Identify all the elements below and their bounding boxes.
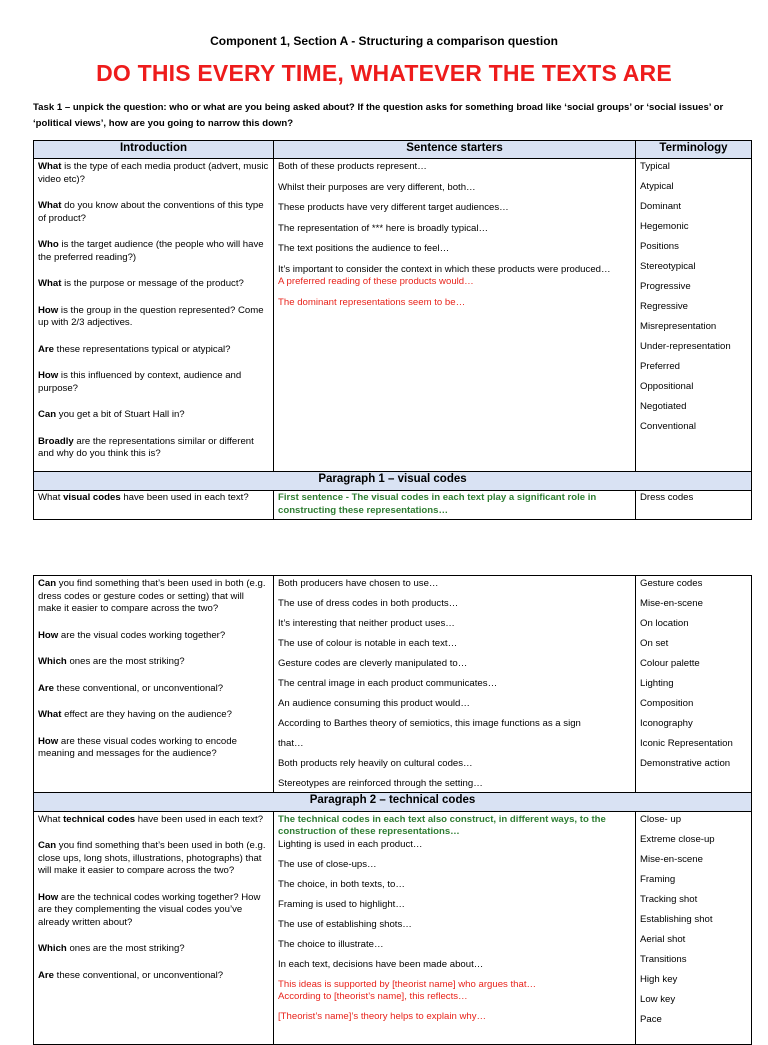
list-item: Demonstrative action — [640, 758, 731, 769]
list-item: The dominant representations seem to be… — [278, 296, 466, 308]
introduction-row — [34, 159, 752, 472]
list-item: Lighting — [640, 678, 674, 689]
list-item: Pace — [640, 1013, 662, 1025]
visual-codes-starters — [274, 576, 636, 793]
paragraph-1-term: Dress codes — [636, 491, 752, 520]
list-item: High key — [640, 973, 678, 985]
list-item: Can you find something that’s been used in both (e.g. close ups, long shots, illustrations, photographs) that will make it easier to compare across the two? — [38, 840, 266, 876]
list-item: Colour palette — [640, 658, 700, 669]
list-item: Framing is used to highlight… — [278, 898, 405, 910]
list-item: Hegemonic — [640, 221, 689, 232]
list-item: Misrepresentation — [640, 321, 717, 332]
column-header-sentence-starters: Sentence starters — [274, 141, 636, 159]
list-item: Establishing shot — [640, 913, 713, 925]
list-item: What effect are they having on the audience? — [38, 709, 232, 720]
list-item: Close- up — [640, 813, 682, 825]
paragraph-2-title: Paragraph 2 – technical codes — [34, 792, 752, 811]
list-item: Broadly are the representations similar or different and why do you think this is? — [38, 435, 254, 459]
list-item: How is this influenced by context, audience and purpose? — [38, 370, 242, 394]
list-item: According to [theorist’s name], this reflects… — [278, 991, 468, 1002]
list-item: Whilst their purposes are very different, both… — [278, 181, 476, 193]
list-item: These products have very different target audiences… — [278, 202, 509, 213]
list-item: Tracking shot — [640, 893, 698, 905]
list-item: Which ones are the most striking? — [38, 656, 185, 667]
technical-codes-row — [34, 811, 752, 1044]
list-item: Positions — [640, 241, 679, 252]
table-header-row — [34, 141, 752, 159]
list-item: The use of dress codes in both products… — [278, 598, 459, 609]
technical-codes-questions — [34, 811, 274, 1044]
list-item: Atypical — [640, 181, 674, 192]
list-item: Are these conventional, or unconventional? — [38, 969, 224, 981]
list-item: How is the group in the question represented? Come up with 2/3 adjectives. — [38, 304, 264, 328]
list-item: Both producers have chosen to use… — [278, 578, 439, 589]
list-item: Iconography — [640, 718, 693, 729]
list-item: Can you find something that’s been used in both (e.g. dress codes or gesture codes or setting) that will make it easier to compare across the two? — [38, 578, 266, 614]
list-item: Who is the target audience (the people who will have the preferred reading?) — [38, 239, 264, 263]
list-item: Framing — [640, 873, 676, 885]
list-item: Negotiated — [640, 401, 687, 412]
list-item: Progressive — [640, 281, 691, 292]
sentence-starters — [274, 159, 636, 472]
list-item: Extreme close-up — [640, 833, 715, 845]
terminology-list — [636, 159, 752, 472]
technical-codes-starters — [274, 811, 636, 1044]
list-item: Are these representations typical or atypical? — [38, 343, 231, 355]
list-item: Conventional — [640, 421, 697, 432]
introduction-questions — [34, 159, 274, 472]
list-item: A preferred reading of these products would… — [278, 276, 474, 287]
paragraph-1-question: What visual codes have been used in each text? — [34, 491, 274, 520]
technical-codes-terminology — [636, 811, 752, 1044]
list-item: Can you get a bit of Stuart Hall in? — [38, 409, 185, 420]
list-item: Dominant — [640, 201, 682, 212]
list-item: Aerial shot — [640, 933, 686, 945]
list-item: that… — [278, 738, 304, 749]
list-item: Typical — [640, 161, 670, 172]
list-item: Oppositional — [640, 381, 694, 392]
paragraph-1-row — [34, 491, 752, 520]
list-item: An audience consuming this product would… — [278, 698, 470, 709]
structure-table-part1 — [33, 140, 752, 520]
list-item: Both of these products represent… — [278, 161, 427, 172]
list-item: It’s important to consider the context in which these products were produced… — [278, 263, 611, 275]
list-item: Both products rely heavily on cultural codes… — [278, 758, 473, 769]
list-item: Under-representation — [640, 341, 731, 352]
list-item: Mise-en-scene — [640, 853, 703, 865]
list-item: What technical codes have been used in each text? — [38, 813, 264, 825]
section-header-row — [34, 472, 752, 491]
visual-codes-terminology — [636, 576, 752, 793]
list-item: Transitions — [640, 953, 687, 965]
list-item: Gesture codes are cleverly manipulated to… — [278, 658, 468, 669]
column-header-terminology: Terminology — [636, 141, 752, 159]
list-item: The text positions the audience to feel… — [278, 243, 450, 254]
column-header-introduction: Introduction — [34, 141, 274, 159]
task-instructions: Task 1 – unpick the question: who or what are you being asked about? If the question asks for something broad like ‘social groups’ or ‘social issues’ or ‘political views’, how are you going to narrow this down? — [33, 102, 724, 129]
list-item: On location — [640, 618, 689, 629]
document-headline: DO THIS EVERY TIME, WHATEVER THE TEXTS ARE — [96, 60, 672, 86]
list-item: The central image in each product communicates… — [278, 678, 498, 689]
list-item: The choice to illustrate… — [278, 938, 384, 950]
list-item: What is the purpose or message of the product? — [38, 278, 244, 289]
structure-table-part2 — [33, 575, 752, 1045]
list-item: Composition — [640, 698, 694, 709]
list-item: Mise-en-scene — [640, 598, 703, 609]
list-item: According to Barthes theory of semiotics, this image functions as a sign — [278, 718, 581, 729]
list-item: Low key — [640, 993, 676, 1005]
list-item: Stereotypes are reinforced through the setting… — [278, 778, 483, 789]
list-item: The representation of *** here is broadly typical… — [278, 222, 489, 234]
list-item: The use of colour is notable in each text… — [278, 638, 458, 649]
list-item: Which ones are the most striking? — [38, 943, 185, 954]
visual-codes-row — [34, 576, 752, 793]
list-item: The choice, in both texts, to… — [278, 878, 405, 890]
list-item: How are the visual codes working together? — [38, 629, 226, 641]
list-item: This ideas is supported by [theorist name] who argues that… — [278, 978, 537, 990]
list-item: How are these visual codes working to encode meaning and messages for the audience? — [38, 735, 237, 759]
list-item: Iconic Representation — [640, 738, 733, 749]
list-item: What is the type of each media product (advert, music video etc)? — [38, 161, 269, 185]
list-item: What do you know about the conventions of this type of product? — [38, 200, 264, 224]
list-item: In each text, decisions have been made about… — [278, 958, 484, 970]
list-item: Lighting is used in each product… — [278, 838, 423, 850]
list-item: Gesture codes — [640, 578, 703, 589]
list-item: Are these conventional, or unconventional? — [38, 682, 224, 694]
list-item: It’s interesting that neither product uses… — [278, 618, 455, 629]
list-item: Preferred — [640, 361, 680, 372]
visual-codes-questions — [34, 576, 274, 793]
document-subtitle: Component 1, Section A - Structuring a comparison question — [210, 34, 558, 48]
list-item: How are the technical codes working together? How are they complementing the visual codes you’ve already written about? — [38, 891, 261, 928]
list-item: On set — [640, 638, 669, 649]
list-item: Stereotypical — [640, 261, 696, 272]
list-item: The technical codes in each text also construct, in different ways, to the construction of these representations… — [278, 813, 606, 837]
list-item: Regressive — [640, 301, 688, 312]
section-header-row — [34, 792, 752, 811]
paragraph-1-first-sentence: First sentence - The visual codes in each text play a significant role in constructing these representations… — [274, 491, 636, 520]
paragraph-1-title: Paragraph 1 – visual codes — [34, 472, 752, 491]
list-item: The use of close-ups… — [278, 858, 377, 870]
list-item: [Theorist’s name]’s theory helps to explain why… — [278, 1011, 487, 1022]
list-item: The use of establishing shots… — [278, 918, 412, 930]
